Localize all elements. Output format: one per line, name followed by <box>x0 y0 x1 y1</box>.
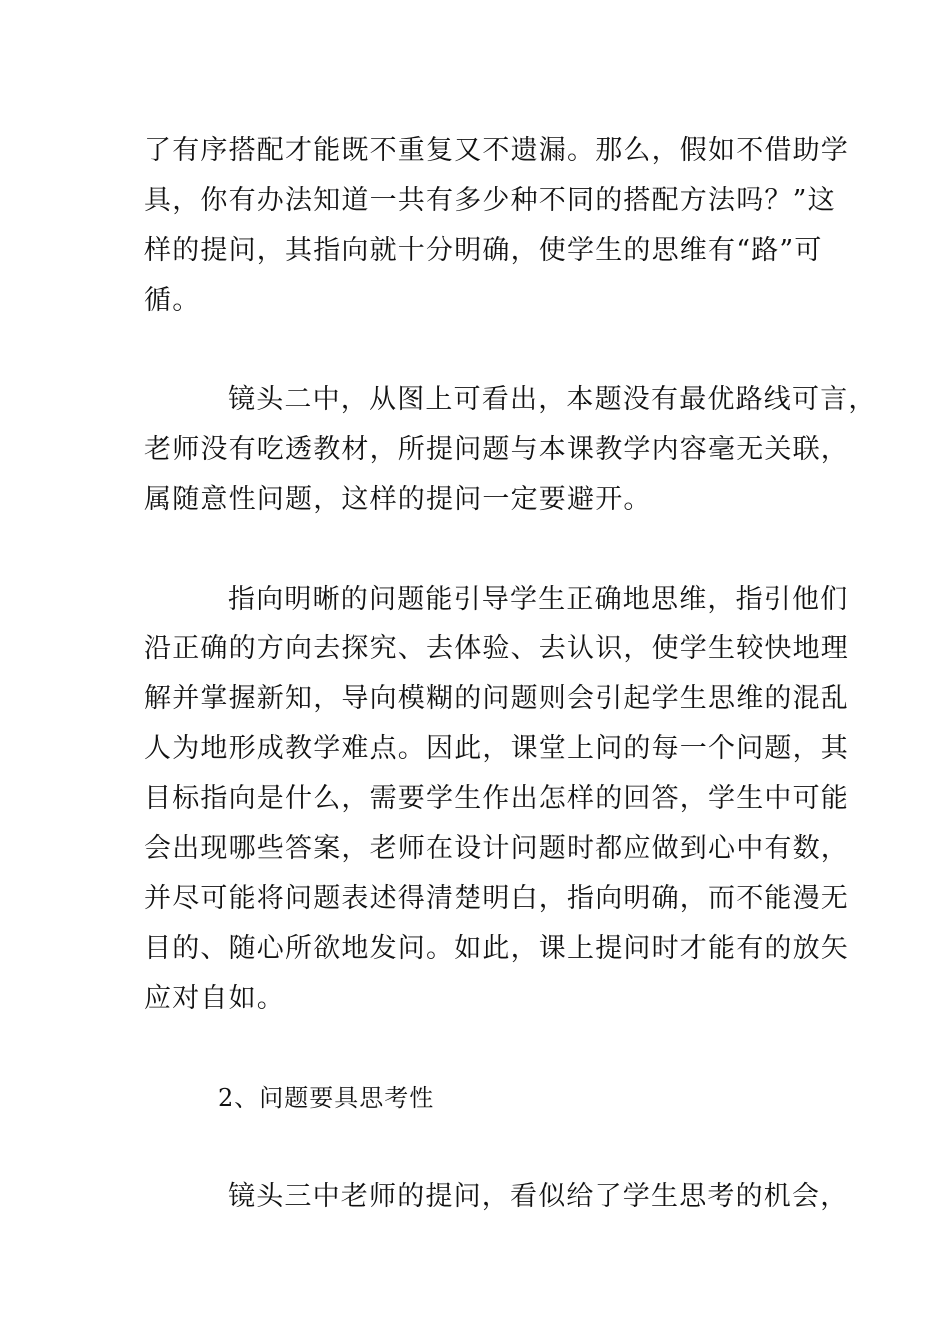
text-line: 样的提问，其指向就十分明确，使学生的思维有“路”可 <box>144 235 823 266</box>
text-line: 镜头二中，从图上可看出，本题没有最优路线可言， <box>228 384 877 415</box>
text-line: 解并掌握新知，导向模糊的问题则会引起学生思维的混乱 <box>144 683 849 714</box>
text-line: 属随意性问题，这样的提问一定要避开。 <box>144 484 652 515</box>
text-line: 了有序搭配才能既不重复又不遗漏。那么，假如不借助学 <box>144 135 849 166</box>
text-line: 会出现哪些答案，老师在设计问题时都应做到心中有数， <box>144 833 849 864</box>
text-line: 沿正确的方向去探究、去体验、去认识，使学生较快地理 <box>144 633 849 664</box>
section-heading-text: 2、问题要具思考性 <box>218 1084 435 1112</box>
text-line: 目标指向是什么，需要学生作出怎样的回答，学生中可能 <box>144 783 849 814</box>
text-line: 具，你有办法知道一共有多少种不同的搭配方法吗？”这 <box>144 185 836 216</box>
text-line: 目的、随心所欲地发问。如此，课上提问时才能有的放矢 <box>144 933 849 964</box>
text-line: 指向明晰的问题能引导学生正确地思维，指引他们 <box>228 584 849 615</box>
text-line: 老师没有吃透教材，所提问题与本课教学内容毫无关联， <box>144 434 849 465</box>
text-line: 人为地形成教学难点。因此，课堂上问的每一个问题，其 <box>144 733 849 764</box>
text-line: 并尽可能将问题表述得清楚明白，指向明确，而不能漫无 <box>144 883 849 914</box>
text-line: 应对自如。 <box>144 983 285 1014</box>
text-line: 循。 <box>144 285 201 316</box>
text-line: 镜头三中老师的提问，看似给了学生思考的机会， <box>228 1181 849 1212</box>
